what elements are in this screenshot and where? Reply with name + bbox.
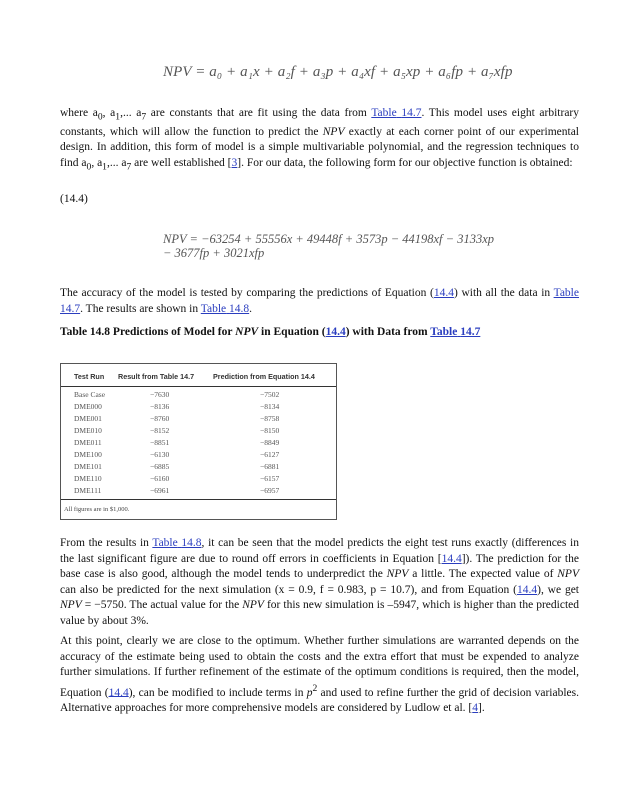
cell-prediction: −6957 (260, 486, 280, 495)
text: . The results are shown in (80, 302, 201, 315)
npv-model-equation: NPV = a₀ + a₁x + a₂f + a₃p + a₄xf + a₅xp + a₆fp + a₇xfp (163, 64, 513, 80)
text: ) with all the data in (453, 287, 554, 299)
text: ), we get (537, 583, 580, 596)
text: are constants that are fit using the data from (146, 107, 372, 119)
subscript: 0 (97, 111, 103, 123)
reference-link-3[interactable]: 3 (231, 156, 238, 169)
text: and used to refine further the grid of decision variables. Alternative approaches for more comprehensive models are considered by Ludlow et al. [ (60, 686, 579, 714)
cell-prediction: −8849 (260, 438, 280, 447)
npv-term: NPV (242, 599, 264, 611)
table-row (61, 426, 336, 438)
table-caption (60, 326, 480, 338)
subscript: 1 (102, 161, 107, 173)
paragraph-optimum-discussion (60, 634, 579, 716)
text: = −5750. The actual value for the (81, 599, 243, 611)
text: ,... a (120, 107, 142, 119)
link-table-14-8[interactable] (201, 303, 249, 315)
header-test-run: Test Run (74, 372, 105, 381)
cell-prediction: −7502 (260, 390, 280, 399)
link-table-14-7[interactable] (371, 107, 421, 119)
link-equation-14-4[interactable]: 14.4 (108, 686, 129, 699)
text: At this point, clearly we are close to the optimum. Whether further simulations are warranted depends on the accuracy of the estimate being used to obtain the costs and the extra effort that must be expended to analyze further simulations. If further refinement of the estimate of the optimum conditions is required, then the model, Equation ( (60, 635, 579, 699)
link-number: 14.8 (181, 537, 202, 549)
link-text: Table (553, 287, 579, 299)
text: are well established [ (131, 156, 232, 169)
text: for this new simulation is –5947, which is higher than the predicted value by about 3%. (60, 599, 579, 627)
cell-run: DME000 (74, 402, 102, 411)
table-row (61, 438, 336, 450)
header-prediction: Prediction from Equation 14.4 (213, 372, 315, 381)
cell-result: −6130 (150, 450, 170, 459)
link-table-14-7[interactable] (430, 326, 480, 338)
reference-link-4[interactable]: 4 (472, 701, 478, 714)
cell-prediction: −6881 (260, 462, 280, 471)
table-note: All figures are in $1,000. (64, 506, 130, 513)
cell-result: −8152 (150, 426, 170, 435)
table-row (61, 402, 336, 414)
npv-term: NPV (557, 568, 579, 580)
link-number: 14.7 (401, 107, 422, 119)
link-number: 14.7 (60, 302, 81, 315)
table-row (61, 462, 336, 474)
npv-term: NPV (322, 125, 345, 138)
text: From the results in (60, 537, 153, 549)
cell-result: −6885 (150, 462, 170, 471)
link-equation-14-4[interactable]: 14.4 (325, 326, 346, 338)
cell-prediction: −6157 (260, 474, 280, 483)
text: ]. (478, 701, 485, 714)
npv-term: NPV (235, 326, 259, 338)
text: , a (91, 156, 103, 169)
npv-term: NPV (386, 568, 409, 580)
cell-run: DME011 (74, 438, 102, 447)
link-equation-14-4[interactable]: 14.4 (441, 552, 462, 565)
cell-run: DME110 (74, 474, 102, 483)
text: , a (102, 107, 116, 119)
cell-result: −7630 (150, 390, 170, 399)
cell-run: DME100 (74, 450, 102, 459)
link-text: Table (200, 302, 227, 315)
cell-run: DME010 (74, 426, 102, 435)
text: The accuracy of the model is tested by comparing the predictions of Equation ( (60, 287, 434, 299)
text: ]). The prediction for the base case is also good, although the model tends to underpredict the (60, 552, 579, 580)
equation-label: (14.4) (60, 193, 88, 205)
link-number: 14.8 (229, 302, 250, 315)
predictions-table (60, 363, 337, 520)
header-result: Result from Table 14.7 (118, 372, 195, 381)
paragraph-accuracy-test (60, 286, 579, 317)
subscript: 7 (141, 111, 147, 123)
table-row (61, 390, 336, 402)
superscript: 2 (312, 682, 318, 694)
text: where a (60, 107, 98, 119)
text: exactly at each corner point of our experimental design. In addition, this form of model is a simple multivariable polynomial, and the regression techniques to find a (60, 125, 580, 169)
text: . (249, 302, 253, 315)
link-equation-14-4[interactable]: 14.4 (516, 583, 538, 596)
subscript: 1 (115, 111, 121, 123)
table-header (61, 364, 336, 387)
link-table-14-8[interactable] (152, 537, 201, 549)
cell-result: −8136 (150, 402, 170, 411)
paragraph-model-description (60, 106, 579, 175)
cell-run: DME111 (74, 486, 102, 495)
cell-result: −8760 (150, 414, 170, 423)
text: can also be predicted for the next simulation (x = 0.9, f = 0.983, p = 10.7), and from Equation ( (60, 583, 517, 596)
subscript: 7 (126, 161, 132, 173)
cell-run: Base Case (74, 390, 106, 399)
text: in Equation ( (258, 326, 326, 338)
text: a little. The expected value of (408, 568, 558, 580)
cell-prediction: −8758 (260, 414, 280, 423)
cell-result: −8851 (150, 438, 170, 447)
cell-run: DME001 (74, 414, 102, 423)
fitted-equation-line-2: − 3677fp + 3021xfp (163, 246, 265, 260)
cell-result: −6160 (150, 474, 170, 483)
subscript: 0 (86, 161, 92, 173)
table-row (61, 486, 336, 498)
text: , it can be seen that the model predicts the eight test runs exactly (differences in the last significant figure are due to round off errors in coefficients in Equation [ (60, 537, 579, 565)
text: ) with Data from (345, 326, 431, 338)
cell-result: −6961 (150, 486, 170, 495)
cell-prediction: −8150 (260, 426, 280, 435)
link-equation-14-4[interactable]: 14.4 (433, 287, 454, 299)
table-row (61, 474, 336, 486)
paragraph-results-discussion (60, 536, 579, 629)
link-text: Table (152, 537, 178, 549)
link-number: 14.7 (460, 326, 481, 338)
table-row (61, 450, 336, 462)
text: ), can be modified to include terms in (128, 686, 307, 699)
link-text: Table (430, 326, 458, 338)
cell-prediction: −8134 (260, 402, 280, 411)
cell-prediction: −6127 (260, 450, 280, 459)
table-footer-divider (61, 499, 336, 500)
text: ,... a (106, 156, 127, 169)
text: ]. For our data, the following form for our objective function is obtained: (237, 156, 573, 169)
npv-term: NPV (60, 599, 82, 611)
text: . This model uses eight arbitrary constants, which will allow the function to predict the (60, 107, 580, 138)
fitted-equation-line-1: NPV = −63254 + 55556x + 49448f + 3573p − 44198xf − 3133xp (163, 232, 495, 246)
cell-run: DME101 (74, 462, 102, 471)
text: Table 14.8 Predictions of Model for (60, 326, 236, 338)
link-text: Table (371, 107, 397, 119)
p-term: p (306, 686, 313, 699)
table-row (61, 414, 336, 426)
